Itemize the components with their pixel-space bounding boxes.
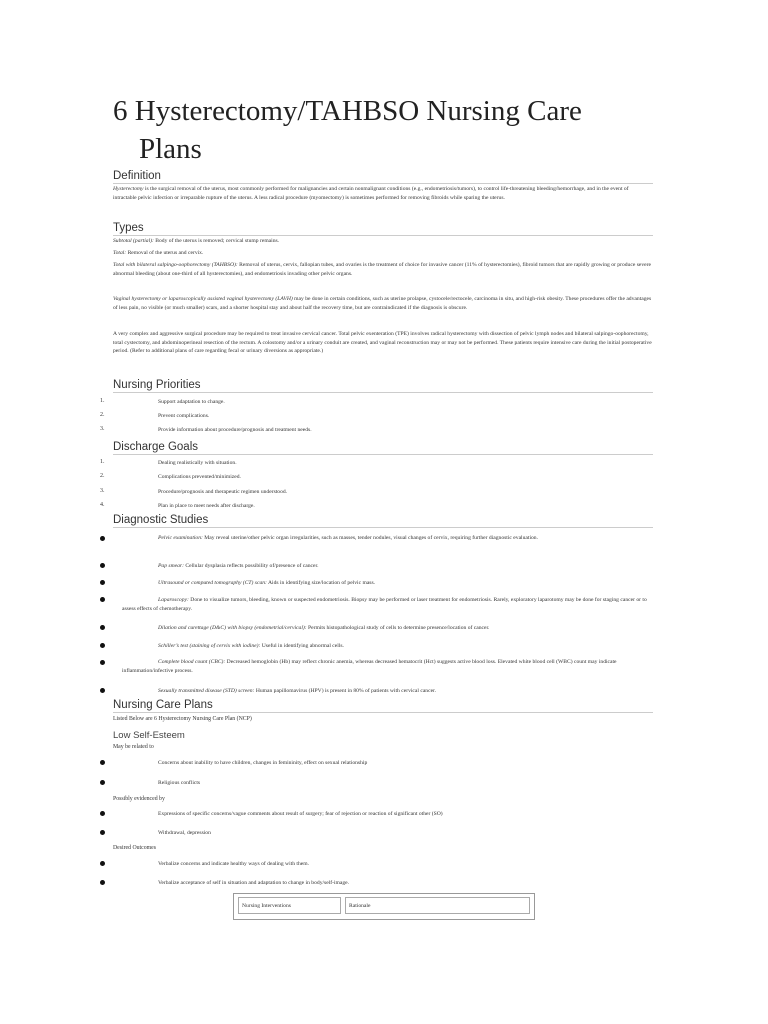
- goal-item: Dealing realistically with situation.: [158, 460, 237, 466]
- diagnostic-text: Aids in identifying size/location of pelvic mass.: [266, 580, 376, 586]
- divider: [113, 712, 653, 713]
- bullet-icon: [100, 880, 105, 885]
- bullet-icon: [100, 780, 105, 785]
- diagnostic-item: [158, 642, 653, 651]
- type-total: [113, 249, 653, 258]
- related-item: Religious conflicts: [158, 780, 201, 786]
- bullet-icon: [100, 643, 105, 648]
- diagnostic-item: [122, 596, 653, 613]
- bullet-icon: [100, 688, 105, 693]
- type-text: Removal of the uterus and cervix.: [126, 250, 204, 256]
- diagnostic-text: Done to visualize tumors, bleeding, known or suspected endometriosis. Biopsy may be performed or laser treatment for endometriosis. Rarely, exploratory laparotomy may be done for staging cancer or to assess effects of chemotherapy.: [122, 597, 647, 612]
- diagnostic-term: Pelvic examination:: [158, 535, 203, 541]
- type-complex-paragraph: A very complex and aggressive surgical procedure may be required to treat invasive cervical cancer. Total pelvic exenteration (TPE) involves radical hysterectomy with dissection of pelvic lymph nodes and bilateral salpingo-oophorectomy, total cystectomy, and abdominoperineal resection of the rectum. A colostomy and/or a urinary conduit are created, and vaginal reconstruction may or may not be performed. These patients require intensive care during the initial postoperative period. (Refer to additional plans of care regarding fecal or urinary diversions as appropriate.): [113, 331, 652, 355]
- list-number: 2.: [100, 473, 105, 479]
- type-tahbso: [113, 261, 653, 278]
- diagnostic-text: May reveal uterine/other pelvic organ irregularities, such as masses, tender nodules, visual changes of cervix, requiring further diagnostic evaluation.: [202, 535, 538, 541]
- list-number: 1.: [100, 459, 105, 465]
- priorities-heading: Nursing Priorities: [113, 379, 201, 391]
- bullet-icon: [100, 625, 105, 630]
- diagnostic-text: Permits histopathological study of cells to determine presence/location of cancer.: [306, 625, 490, 631]
- type-subtotal: [113, 237, 653, 246]
- list-number: 4.: [100, 502, 105, 508]
- goal-item: Plan in place to meet needs after discharge.: [158, 503, 255, 509]
- list-number: 2.: [100, 412, 105, 418]
- divider: [113, 392, 653, 393]
- evidenced-item: Expressions of specific concerns/vague comments about result of surgery; fear of rejection or reaction of significant other (SO): [158, 811, 443, 817]
- bullet-icon: [100, 830, 105, 835]
- type-term: Vaginal hysterectomy or laparoscopically assisted vaginal hysterectomy (LAVH): [113, 296, 293, 302]
- diagnostic-term: Complete blood count (CBC):: [158, 659, 226, 665]
- type-term: Subtotal (partial):: [113, 238, 154, 244]
- bullet-icon: [100, 563, 105, 568]
- type-term: Total:: [113, 250, 127, 256]
- interventions-table: [233, 893, 535, 920]
- type-text: Body of the uterus is removed; cervical stump remains.: [153, 238, 280, 244]
- list-number: 1.: [100, 398, 105, 404]
- diagnostic-term: Ultrasound or computed tomography (CT) scan:: [158, 580, 267, 586]
- goal-item: Complications prevented/minimized.: [158, 474, 241, 480]
- table-header-rationale: Rationale: [345, 897, 530, 914]
- evidenced-item: Withdrawal, depression: [158, 830, 211, 836]
- bullet-icon: [100, 597, 105, 602]
- related-label: May be related to: [113, 744, 154, 750]
- diagnostic-item: [158, 579, 653, 588]
- table-header-interventions: Nursing Interventions: [238, 897, 341, 914]
- priority-item: Prevent complications.: [158, 413, 210, 419]
- diagnostic-term: Sexually transmitted disease (STD) screen:: [158, 688, 255, 694]
- definition-paragraph: [113, 185, 653, 202]
- type-text: Removal of uterus, cervix, fallopian tubes, and ovaries is the treatment of choice for invasive cancer (11% of hysterectomies), fibroid tumors that are rapidly growing or produce severe abnormal bleeding (about one-third of all hysterectomies), and endometriosis invading other pelvic organs.: [113, 262, 651, 277]
- divider: [113, 235, 653, 236]
- definition-heading: Definition: [113, 170, 161, 182]
- diagnostic-item: [158, 687, 653, 696]
- diagnostic-text: Decreased hemoglobin (Hb) may reflect chronic anemia, whereas decreased hematocrit (Hct) suggests active blood loss. Elevated white blood cell (WBC) count may indicate inflammation/infective process.: [122, 659, 617, 674]
- goal-item: Procedure/prognosis and therapeutic regimen understood.: [158, 489, 288, 495]
- diagnostic-heading: Diagnostic Studies: [113, 514, 209, 526]
- bullet-icon: [100, 811, 105, 816]
- diagnostic-term: Laparoscopy:: [158, 597, 189, 603]
- diagnostic-text: Human papillomavirus (HPV) is present in 80% of patients with cervical cancer.: [254, 688, 437, 694]
- diagnostic-item: [158, 624, 653, 633]
- divider: [113, 454, 653, 455]
- title-line-2: Plans: [139, 133, 202, 165]
- goals-heading: Discharge Goals: [113, 441, 199, 453]
- type-term: Total with bilateral salpingo-oophorectomy (TAHBSO):: [113, 262, 238, 268]
- related-item: Concerns about inability to have children, changes in femininity, effect on sexual relationship: [158, 760, 368, 766]
- definition-term: Hysterectomy: [113, 186, 144, 192]
- ncp-subheading: Low Self-Esteem: [113, 730, 185, 741]
- bullet-icon: [100, 660, 105, 665]
- list-number: 3.: [100, 426, 105, 432]
- diagnostic-item: [122, 658, 653, 675]
- bullet-icon: [100, 861, 105, 866]
- diagnostic-term: Dilation and curettage (D&C) with biopsy (endometrial/cervical):: [158, 625, 307, 631]
- ncp-intro: Listed Below are 6 Hysterectomy Nursing Care Plan (NCP): [113, 716, 252, 722]
- type-vaginal: [113, 295, 653, 312]
- diagnostic-item: [122, 534, 653, 543]
- types-heading: Types: [113, 222, 144, 234]
- bullet-icon: [100, 536, 105, 541]
- diagnostic-text: Useful in identifying abnormal cells.: [260, 643, 344, 649]
- bullet-icon: [100, 760, 105, 765]
- outcomes-label: Desired Outcomes: [113, 845, 156, 851]
- type-text: may be done in certain conditions, such as uterine prolapse, cystocele/rectocele, carcinoma in situ, and high-risk obesity. These procedures offer the advantages of less pain, no visible (or much smaller) scars, and a shorter hospital stay and about half the recovery time, but are contraindicated if the diagnosis is obscure.: [113, 296, 652, 311]
- diagnostic-item: [158, 562, 653, 571]
- ncp-heading: Nursing Care Plans: [113, 699, 213, 711]
- divider: [113, 527, 653, 528]
- evidenced-label: Possibly evidenced by: [113, 796, 165, 802]
- priority-item: Support adaptation to change.: [158, 399, 225, 405]
- page-title: [113, 92, 673, 168]
- list-number: 3.: [100, 488, 105, 494]
- divider: [113, 183, 653, 184]
- bullet-icon: [100, 580, 105, 585]
- priority-item: Provide information about procedure/prognosis and treatment needs.: [158, 427, 312, 433]
- diagnostic-term: Pap smear:: [158, 563, 184, 569]
- outcome-item: Verbalize concerns and indicate healthy ways of dealing with them.: [158, 861, 309, 867]
- diagnostic-term: Schiller’s test (staining of cervix with iodine):: [158, 643, 261, 649]
- title-line-1: 6 Hysterectomy/TAHBSO Nursing Care: [113, 95, 582, 127]
- diagnostic-text: Cellular dysplasia reflects possibility of/presence of cancer.: [183, 563, 319, 569]
- outcome-item: Verbalize acceptance of self in situation and adaptation to change in body/self-image.: [158, 880, 350, 886]
- definition-text: is the surgical removal of the uterus, most commonly performed for malignancies and certain nonmalignant conditions (e.g., endometriosis/tumors), to control life-threatening bleeding/hemorrhage, and in the event of intractable pelvic infection or irreparable rupture of the uterus. A less radical procedure (myomectomy) is sometimes performed for removing fibroids while sparing the uterus.: [113, 186, 629, 201]
